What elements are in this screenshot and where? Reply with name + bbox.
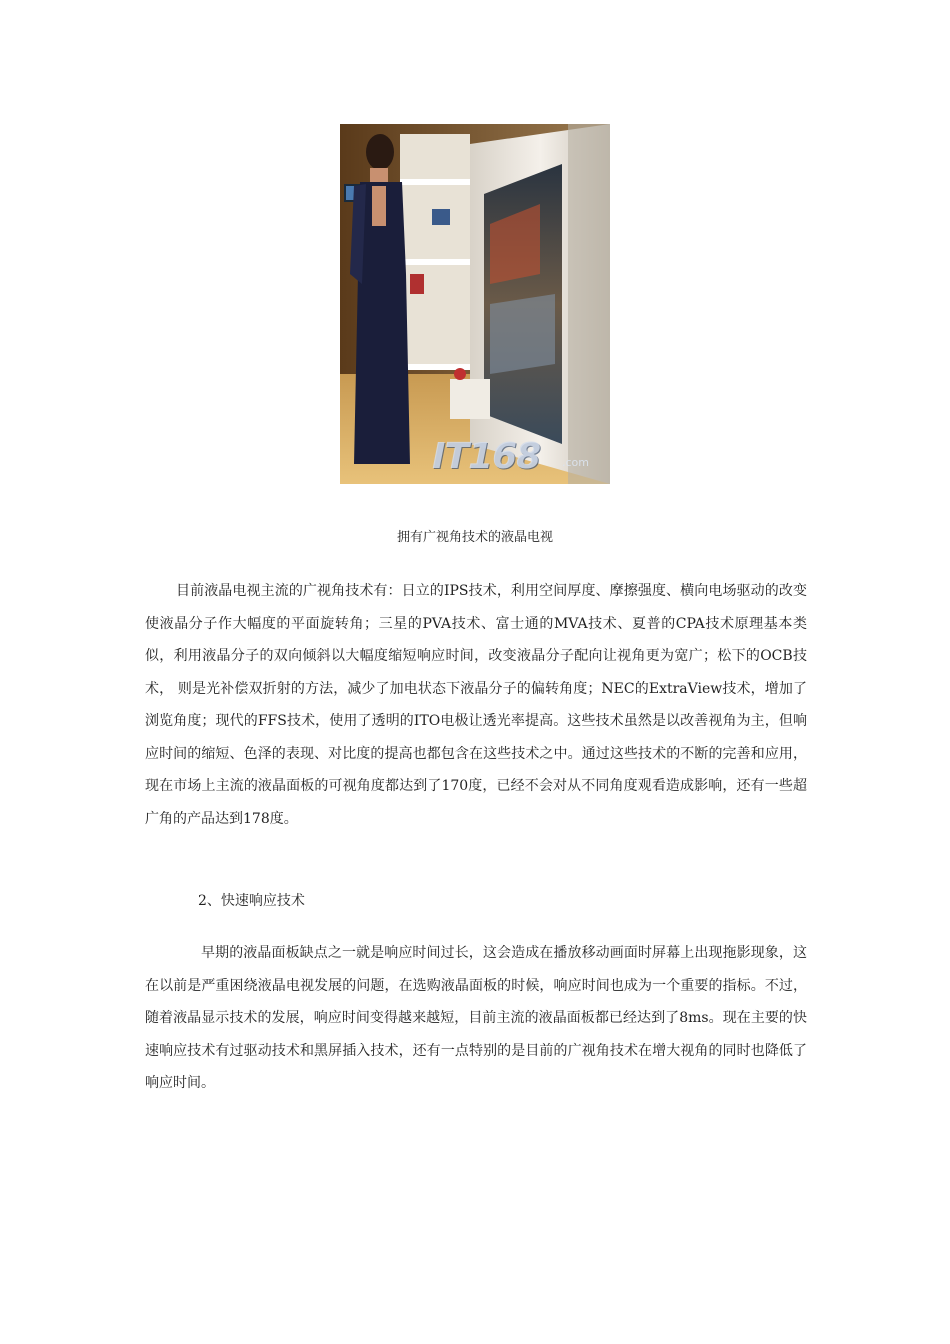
- paragraph-fast-response: 早期的液晶面板缺点之一就是响应时间过长，这会造成在播放移动画面时屏幕上出现拖影现象，这在以前是严重困绕液晶电视发展的问题，在选购液晶面板的时候，响应时间也成为一个重要的指标。不过，随着液晶显示技术的发展，响应时间变得越来越短，目前主流的液晶面板都已经达到了8ms。现在主要的快速响应技术有过驱动技术和黑屏插入技术，还有一点特别的是目前的广视角技术在增大视角的同时也降低了响应时间。: [145, 945, 807, 1091]
- lcd-tv-photo-illustration: [340, 124, 610, 484]
- section-heading-fast-response: 2、快速响应技术: [198, 893, 305, 909]
- figure-caption: 拥有广视角技术的液晶电视: [396, 530, 553, 545]
- watermark-logo: IT168: [432, 436, 541, 477]
- lcd-tv-photo: [340, 124, 610, 484]
- paragraph-wide-viewing-angle: 目前液晶电视主流的广视角技术有：日立的IPS技术，利用空间厚度、摩擦强度、横向电场驱动的改变使液晶分子作大幅度的平面旋转角；三星的PVA技术、富士通的MVA技术、夏普的CPA技术原理基本类似，利用液晶分子的双向倾斜以大幅度缩短响应时间，改变液晶分子配向让视角更为宽广；松下的OCB技术， 则是光补偿双折射的方法，减少了加电状态下液晶分子的偏转角度；NEC的ExtraView技术，增加了浏览角度；现代的FFS技术，使用了透明的ITO电极让透光率提高。这些技术虽然是以改善视角为主，但响应时间的缩短、色泽的表现、对比度的提高也都包含在这些技术之中。通过这些技术的不断的完善和应用，现在市场上主流的液晶面板的可视角度都达到了170度，已经不会对从不同角度观看造成影响，还有一些超广角的产品达到178度。: [145, 583, 807, 827]
- watermark-domain: .com: [562, 456, 589, 469]
